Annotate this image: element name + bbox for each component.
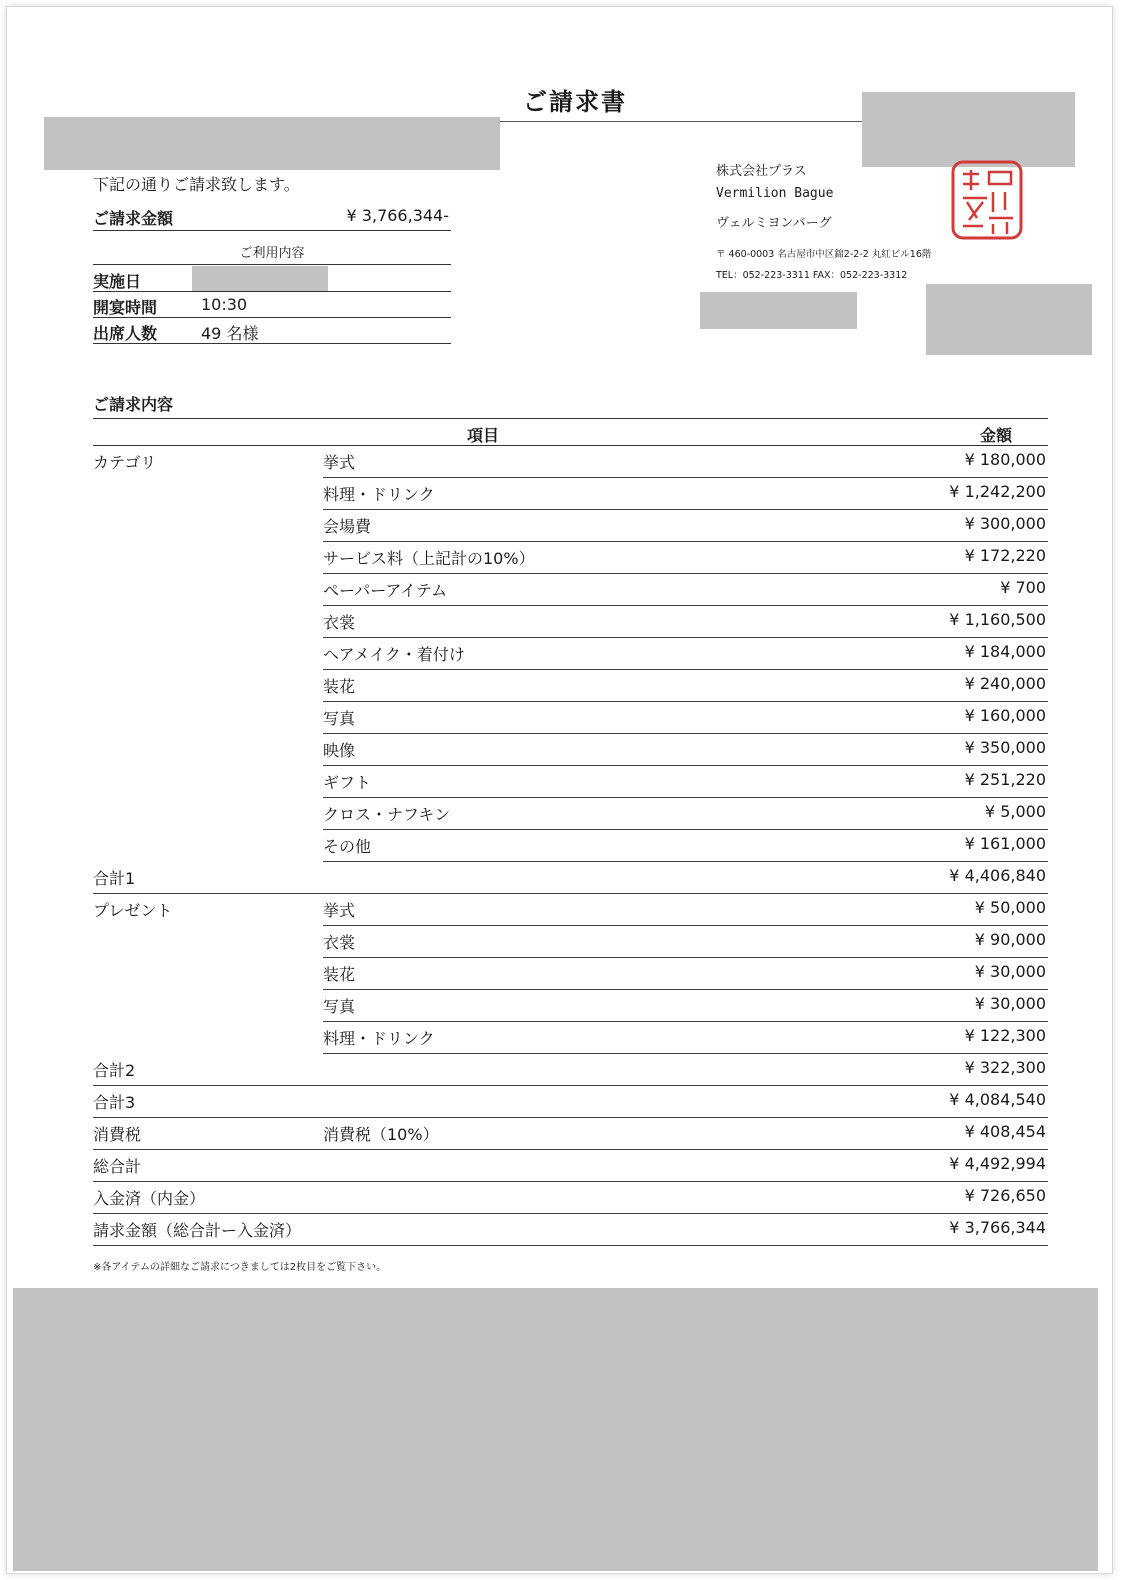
table-row bbox=[93, 670, 1048, 702]
row-item: ペーパーアイテム bbox=[323, 581, 448, 600]
row-rule bbox=[93, 1086, 1048, 1118]
document-title: ご請求書 bbox=[523, 88, 627, 116]
table-row bbox=[93, 1022, 1048, 1054]
table-row bbox=[93, 510, 1048, 542]
row-amount: ¥ 408,454 bbox=[964, 1122, 1046, 1141]
row-item: 挙式 bbox=[323, 453, 356, 472]
row-amount: ¥ 161,000 bbox=[964, 834, 1046, 853]
row-category: 総合計 bbox=[93, 1157, 142, 1176]
table-row bbox=[93, 1086, 1048, 1118]
row-rule bbox=[323, 702, 1048, 734]
redacted-company-stamp bbox=[926, 284, 1092, 355]
table-row bbox=[93, 638, 1048, 670]
usage-heading: ご利用内容 bbox=[93, 242, 451, 265]
details-table-header bbox=[93, 421, 1048, 446]
row-rule bbox=[323, 734, 1048, 766]
row-amount: ¥ 4,406,840 bbox=[949, 866, 1046, 885]
row-category: 合計1 bbox=[93, 869, 136, 888]
row-category: カテゴリ bbox=[93, 453, 157, 472]
redacted-bottom-section bbox=[13, 1288, 1098, 1571]
row-rule bbox=[93, 1054, 1048, 1086]
billing-amount-label: ご請求金額 bbox=[93, 209, 174, 228]
row-amount: ¥ 251,220 bbox=[964, 770, 1046, 789]
table-row bbox=[93, 958, 1048, 990]
table-row bbox=[93, 1214, 1048, 1246]
table-row bbox=[93, 1150, 1048, 1182]
table-row bbox=[93, 702, 1048, 734]
table-row bbox=[93, 798, 1048, 830]
row-rule bbox=[323, 926, 1048, 958]
row-item: 料理・ドリンク bbox=[323, 1029, 435, 1048]
row-rule bbox=[323, 798, 1048, 830]
company-name-en: Vermilion Bague bbox=[716, 186, 834, 201]
row-item: 挙式 bbox=[323, 901, 356, 920]
row-rule bbox=[93, 1214, 1048, 1246]
row-amount: ¥ 4,492,994 bbox=[949, 1154, 1046, 1173]
row-category: 入金済（内金） bbox=[93, 1189, 206, 1208]
row-amount: ¥ 1,160,500 bbox=[949, 610, 1046, 629]
row-rule bbox=[323, 894, 1048, 926]
table-row bbox=[93, 446, 1048, 478]
row-category: 合計3 bbox=[93, 1093, 136, 1112]
row-item: 衣裳 bbox=[323, 933, 356, 952]
row-rule bbox=[323, 990, 1048, 1022]
row-amount: ¥ 350,000 bbox=[964, 738, 1046, 757]
row-rule bbox=[323, 638, 1048, 670]
row-rule bbox=[323, 830, 1048, 862]
row-item: その他 bbox=[323, 837, 372, 856]
company-phone: TEL：052-223-3311 FAX：052-223-3312 bbox=[716, 270, 908, 281]
row-amount: ¥ 3,766,344 bbox=[949, 1218, 1046, 1237]
footnote: ※各アイテムの詳細なご請求につきましては2枚目をご覧下さい。 bbox=[93, 1262, 387, 1273]
usage-value: 49 名様 bbox=[201, 324, 259, 343]
billing-amount-row bbox=[93, 206, 451, 231]
row-amount: ¥ 5,000 bbox=[984, 802, 1046, 821]
table-row bbox=[93, 894, 1048, 926]
row-rule bbox=[323, 446, 1048, 478]
table-row bbox=[93, 1118, 1048, 1150]
redacted-date bbox=[192, 266, 328, 291]
row-amount: ¥ 184,000 bbox=[964, 642, 1046, 661]
row-item: 装花 bbox=[323, 677, 356, 696]
row-rule bbox=[323, 574, 1048, 606]
details-section-title: ご請求内容 bbox=[93, 395, 174, 414]
table-row bbox=[93, 478, 1048, 510]
row-amount: ¥ 160,000 bbox=[964, 706, 1046, 725]
row-item: 会場費 bbox=[323, 517, 372, 536]
row-amount: ¥ 240,000 bbox=[964, 674, 1046, 693]
row-category: プレゼント bbox=[93, 901, 173, 920]
table-row bbox=[93, 862, 1048, 894]
section-divider bbox=[93, 418, 1048, 419]
table-row bbox=[93, 542, 1048, 574]
row-rule bbox=[323, 958, 1048, 990]
usage-label: 実施日 bbox=[93, 272, 142, 291]
row-rule bbox=[323, 542, 1048, 574]
table-row bbox=[93, 926, 1048, 958]
redacted-recipient bbox=[44, 117, 500, 170]
table-row bbox=[93, 574, 1048, 606]
table-row bbox=[93, 734, 1048, 766]
row-item: 消費税（10%） bbox=[323, 1125, 439, 1144]
row-amount: ¥ 1,242,200 bbox=[949, 482, 1046, 501]
row-amount: ¥ 172,220 bbox=[964, 546, 1046, 565]
row-item: クロス・ナフキン bbox=[323, 805, 451, 824]
usage-label: 出席人数 bbox=[93, 324, 158, 343]
row-rule bbox=[93, 862, 1048, 894]
usage-value: 10:30 bbox=[201, 295, 248, 314]
table-row bbox=[93, 1182, 1048, 1214]
row-rule bbox=[323, 670, 1048, 702]
details-table bbox=[93, 446, 1048, 1246]
row-amount: ¥ 50,000 bbox=[974, 898, 1046, 917]
row-rule bbox=[323, 1022, 1048, 1054]
intro-text: 下記の通りご請求致します。 bbox=[93, 175, 300, 194]
company-address: 〒 460-0003 名古屋市中区錦2-2-2 丸紅ビル16階 bbox=[716, 249, 932, 260]
row-amount: ¥ 700 bbox=[1000, 578, 1046, 597]
billing-amount-value: ¥ 3,766,344- bbox=[346, 206, 449, 225]
row-amount: ¥ 322,300 bbox=[964, 1058, 1046, 1077]
row-rule bbox=[323, 510, 1048, 542]
row-item: サービス料（上記計の10%） bbox=[323, 549, 535, 568]
row-amount: ¥ 4,084,540 bbox=[949, 1090, 1046, 1109]
usage-row-time bbox=[93, 292, 451, 318]
company-name: 株式会社プラス bbox=[716, 164, 807, 179]
row-category: 合計2 bbox=[93, 1061, 136, 1080]
company-name-kana: ヴェルミヨンバーグ bbox=[716, 216, 832, 231]
table-row bbox=[93, 990, 1048, 1022]
row-item: 写真 bbox=[323, 709, 356, 728]
usage-label: 開宴時間 bbox=[93, 298, 158, 317]
row-rule bbox=[323, 478, 1048, 510]
table-row bbox=[93, 1054, 1048, 1086]
row-rule bbox=[93, 1182, 1048, 1214]
row-amount: ¥ 300,000 bbox=[964, 514, 1046, 533]
row-rule bbox=[323, 766, 1048, 798]
row-amount: ¥ 30,000 bbox=[974, 962, 1046, 981]
row-amount: ¥ 30,000 bbox=[974, 994, 1046, 1013]
table-row bbox=[93, 830, 1048, 862]
column-header-amount: 金額 bbox=[979, 426, 1012, 445]
row-category: 消費税 bbox=[93, 1125, 142, 1144]
redacted-header-right bbox=[862, 92, 1075, 167]
row-item: 映像 bbox=[323, 741, 356, 760]
row-item: ギフト bbox=[323, 773, 372, 792]
row-rule bbox=[93, 1150, 1048, 1182]
row-category: 請求金額（総合計ー入金済） bbox=[93, 1221, 302, 1240]
row-rule bbox=[323, 606, 1048, 638]
row-amount: ¥ 122,300 bbox=[964, 1026, 1046, 1045]
row-item: ヘアメイク・着付け bbox=[323, 645, 465, 664]
column-header-item: 項目 bbox=[466, 426, 499, 445]
row-item: 装花 bbox=[323, 965, 356, 984]
row-rule bbox=[93, 1118, 1048, 1150]
row-item: 料理・ドリンク bbox=[323, 485, 435, 504]
row-amount: ¥ 726,650 bbox=[964, 1186, 1046, 1205]
company-seal-stamp bbox=[949, 158, 1025, 242]
table-row bbox=[93, 606, 1048, 638]
row-amount: ¥ 90,000 bbox=[974, 930, 1046, 949]
redacted-company-info bbox=[700, 292, 857, 329]
row-item: 衣裳 bbox=[323, 613, 356, 632]
title-underline bbox=[500, 121, 868, 122]
row-amount: ¥ 180,000 bbox=[964, 450, 1046, 469]
table-row bbox=[93, 766, 1048, 798]
row-item: 写真 bbox=[323, 997, 356, 1016]
usage-row-guests bbox=[93, 318, 451, 344]
